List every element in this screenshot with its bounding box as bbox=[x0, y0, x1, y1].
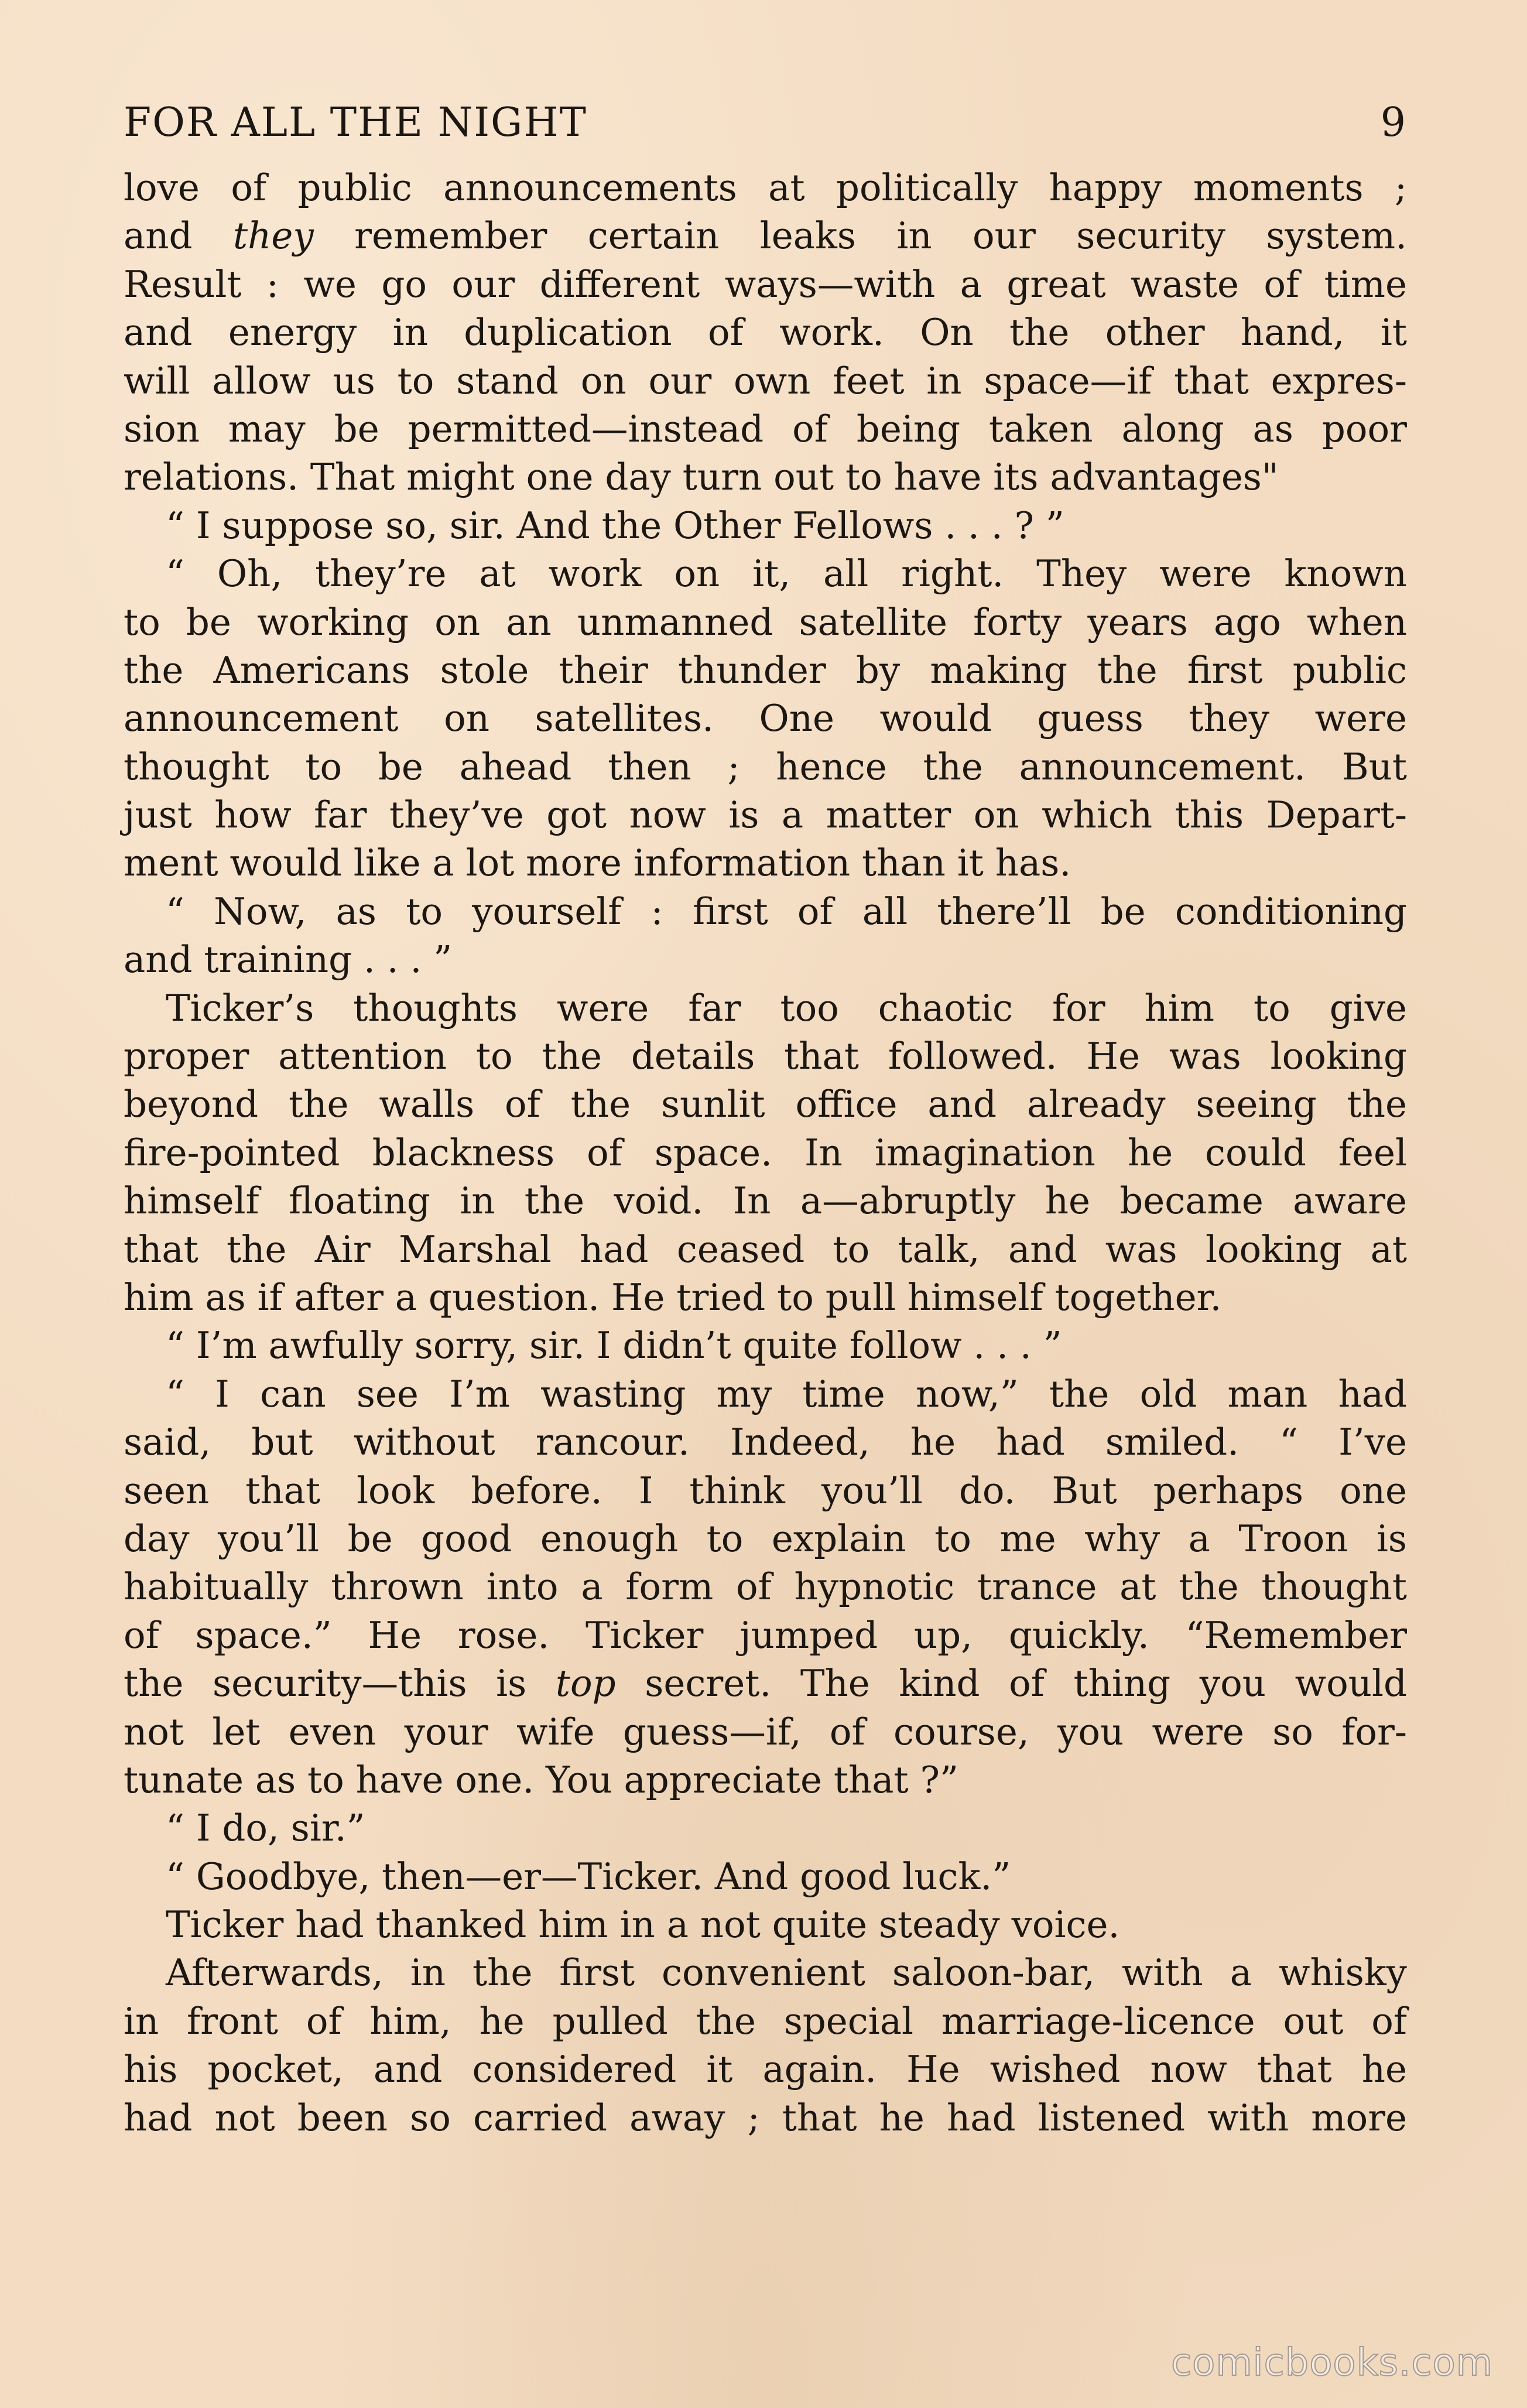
text-line: to be working on an unmanned satellite forty years ago when bbox=[124, 600, 1407, 644]
text-line: beyond the walls of the sunlit office and already seeing the bbox=[124, 1083, 1407, 1126]
text-line: that the Air Marshal had ceased to talk, and was looking at bbox=[124, 1227, 1407, 1271]
text-line: sion may be permitted—instead of being taken along as poor bbox=[124, 407, 1407, 450]
text-line: not let even your wife guess—if, of course, you were so for- bbox=[124, 1710, 1407, 1753]
text-line: announcement on satellites. One would guess they were bbox=[124, 697, 1407, 740]
text-line: Ticker had thanked him in a not quite steady voice. bbox=[166, 1903, 1120, 1947]
emphasis: top bbox=[555, 1662, 616, 1705]
text-line: day you’ll be good enough to explain to me why a Troon is bbox=[124, 1517, 1407, 1560]
text-line: tunate as to have one. You appreciate that ?” bbox=[124, 1758, 958, 1801]
text-line: “ Goodbye, then—er—Ticker. And good luck.” bbox=[166, 1855, 1011, 1898]
text-line: relations. That might one day turn out to have its advantages" bbox=[124, 456, 1279, 499]
text-line: and they remember certain leaks in our security system. bbox=[124, 214, 1408, 258]
text-line: will allow us to stand on our own feet in space—if that expres- bbox=[124, 359, 1407, 402]
watermark: comicbooks.com bbox=[1170, 2341, 1493, 2385]
text-line: Result : we go our different ways—with a great waste of time bbox=[124, 262, 1407, 306]
text-line: thought to be ahead then ; hence the announcement. But bbox=[124, 745, 1407, 788]
running-header bbox=[124, 100, 1407, 164]
text-line: him as if after a question. He tried to pull himself together. bbox=[124, 1275, 1222, 1319]
text-line: fire-pointed blackness of space. In imagination he could feel bbox=[124, 1131, 1407, 1174]
text-line: said, but without rancour. Indeed, he had smiled. “ I’ve bbox=[124, 1421, 1407, 1464]
text-line: love of public announcements at politically happy moments ; bbox=[124, 166, 1407, 209]
text-line: of space.” He rose. Ticker jumped up, quickly. “Remember bbox=[124, 1613, 1407, 1657]
book-page bbox=[124, 100, 1407, 2142]
text-line: ment would like a lot more information than it has. bbox=[124, 842, 1071, 885]
text-line: “ I do, sir.” bbox=[166, 1807, 365, 1850]
text-line: seen that look before. I think you’ll do. But perhaps one bbox=[124, 1469, 1407, 1512]
text-line: “ I’m awfully sorry, sir. I didn’t quite follow . . . ” bbox=[166, 1324, 1062, 1367]
text-line: Afterwards, in the first convenient saloon-bar, with a whisky bbox=[166, 1951, 1407, 1995]
text-line: “ Oh, they’re at work on it, all right. They were known bbox=[166, 552, 1407, 596]
running-title: FOR ALL THE NIGHT bbox=[124, 100, 588, 146]
text-line: his pocket, and considered it again. He wished now that he bbox=[124, 2048, 1407, 2091]
text-line: just how far they’ve got now is a matter on which this Depart- bbox=[124, 793, 1407, 837]
text-line: “ Now, as to yourself : first of all there’ll be conditioning bbox=[166, 890, 1407, 933]
text-line: in front of him, he pulled the special marriage-licence out of bbox=[124, 1999, 1407, 2043]
body-text bbox=[124, 164, 1407, 2142]
text-line: and training . . . ” bbox=[124, 938, 453, 981]
page-number: 9 bbox=[1380, 100, 1407, 146]
text-line: the Americans stole their thunder by making the first public bbox=[124, 648, 1407, 692]
text-line: “ I suppose so, sir. And the Other Fellows . . . ? ” bbox=[166, 504, 1064, 547]
text-line: himself floating in the void. In a—abruptly he became aware bbox=[124, 1179, 1407, 1223]
text-line: habitually thrown into a form of hypnotic trance at the thought bbox=[124, 1565, 1407, 1609]
text-line: Ticker’s thoughts were far too chaotic for him to give bbox=[166, 986, 1407, 1029]
emphasis: they bbox=[232, 214, 314, 258]
text-line: had not been so carried away ; that he had listened with more bbox=[124, 2096, 1407, 2139]
text-line: proper attention to the details that followed. He was looking bbox=[124, 1035, 1407, 1078]
text-line: the security—this is top secret. The kind of thing you would bbox=[124, 1662, 1407, 1705]
text-line: “ I can see I’m wasting my time now,” the old man had bbox=[166, 1372, 1407, 1415]
text-line: and energy in duplication of work. On the other hand, it bbox=[124, 311, 1407, 354]
